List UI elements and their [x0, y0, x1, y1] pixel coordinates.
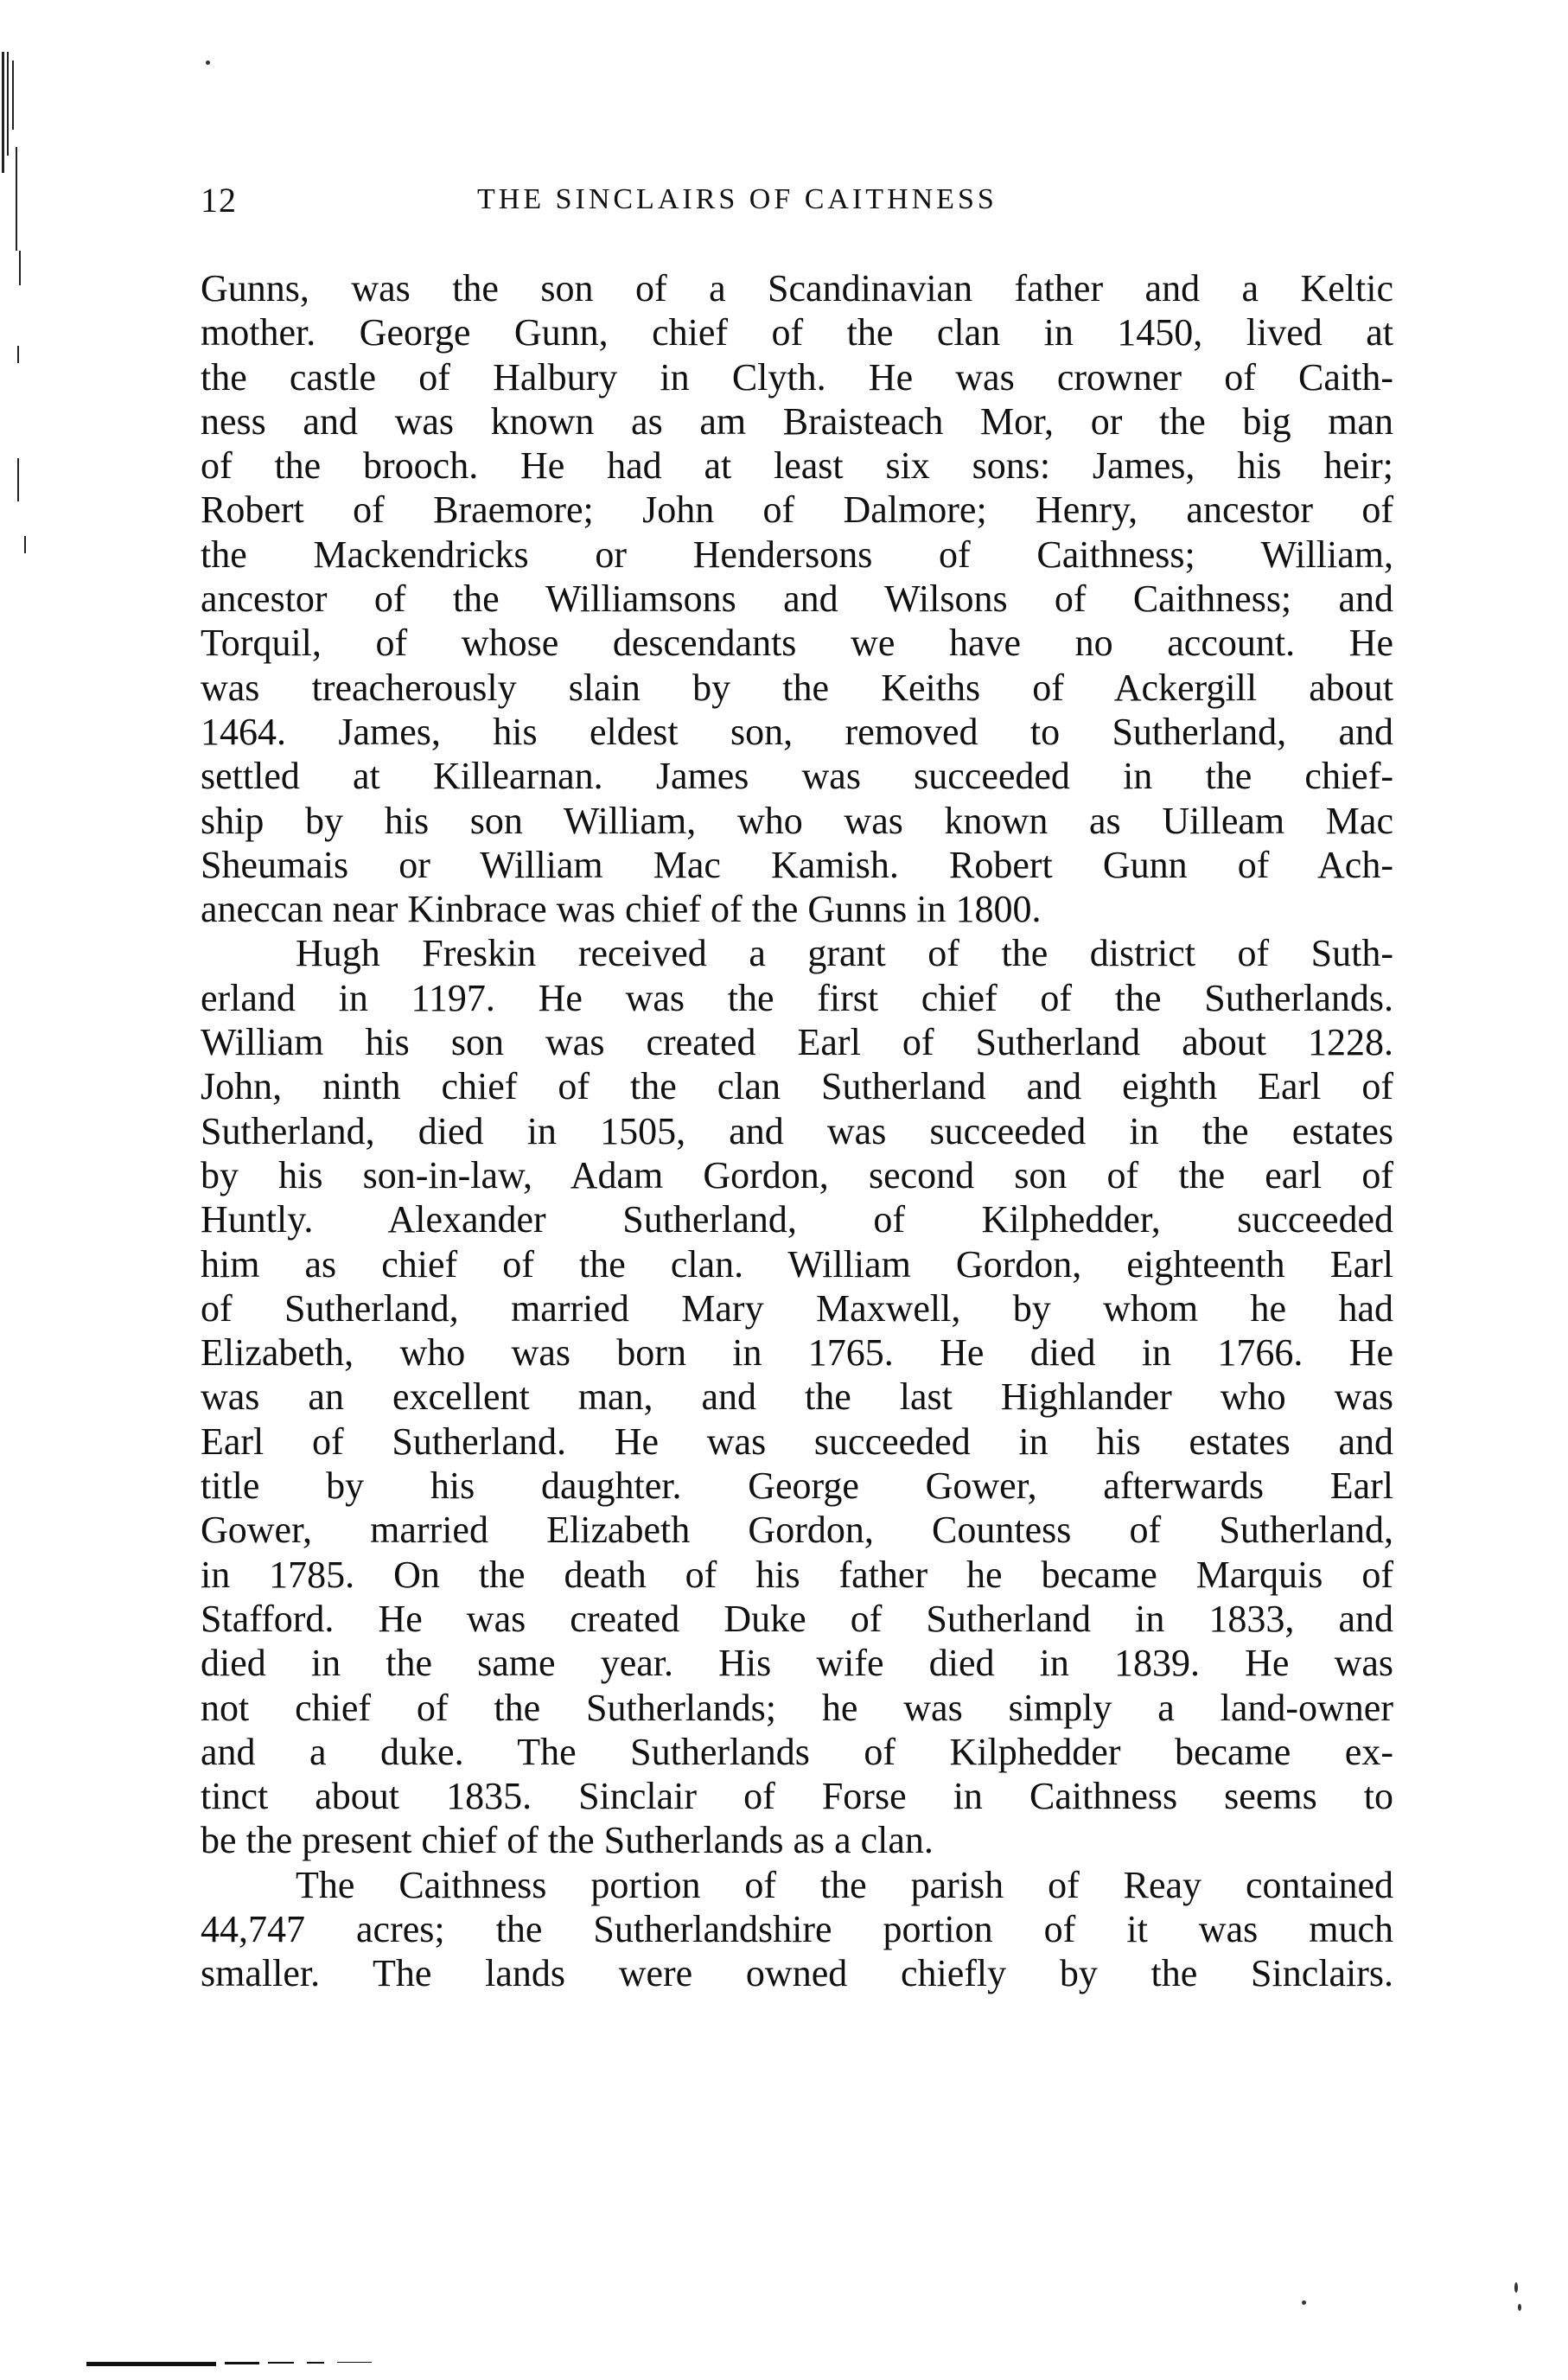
running-head: THE SINCLAIRS OF CAITHNESS [477, 183, 998, 215]
text-line: by his son-in-law, Adam Gordon, second son of the earl of [201, 1153, 1393, 1196]
text-line: ancestor of the Williamsons and Wilsons of Caithness; and [201, 577, 1393, 621]
text-line: settled at Killearnan. James was succeeded in the chief- [201, 755, 1393, 798]
text-line: tinct about 1835. Sinclair of Forse in Caithness seems to [201, 1775, 1393, 1818]
text-line: Stafford. He was created Duke of Sutherland in 1833, and [201, 1597, 1393, 1640]
text-line: the Mackendricks or Hendersons of Caithness; William, [201, 533, 1393, 576]
text-line: title by his daughter. George Gower, afterwards Earl [201, 1464, 1393, 1508]
text-line: smaller. The lands were owned chiefly by the Sinclairs. [201, 1952, 1393, 1995]
text-line: erland in 1197. He was the first chief of the Sutherlands. [201, 976, 1393, 1019]
page-number: 12 [201, 181, 237, 220]
text-line: Gunns, was the son of a Scandinavian father and a Keltic [201, 267, 1393, 309]
text-line: aneccan near Kinbrace was chief of the Gunns in 1800. [201, 888, 1042, 931]
binding-edge-marks [0, 52, 26, 571]
text-line: in 1785. On the death of his father he became Marquis of [201, 1553, 1393, 1596]
page-header [201, 180, 1393, 232]
text-line: of the brooch. He had at least six sons: James, his heir; [201, 444, 1393, 488]
text-line: Elizabeth, who was born in 1765. He died in 1766. He [201, 1331, 1393, 1375]
text-line: Torquil, of whose descendants we have no account. He [201, 622, 1393, 665]
text-line: and a duke. The Sutherlands of Kilphedder became ex- [201, 1730, 1393, 1773]
text-line: was treacherously slain by the Keiths of Ackergill about [201, 666, 1393, 709]
text-line: The Caithness portion of the parish of Reay contained [296, 1863, 1393, 1906]
text-line: be the present chief of the Sutherlands as a clan. [201, 1819, 934, 1862]
text-line: 1464. James, his eldest son, removed to Sutherland, and [201, 710, 1393, 753]
text-line: Gower, married Elizabeth Gordon, Countess of Sutherland, [201, 1509, 1393, 1552]
text-line: was an excellent man, and the last Highlander who was [201, 1375, 1393, 1419]
text-line: Huntly. Alexander Sutherland, of Kilphedder, succeeded [201, 1198, 1393, 1241]
text-line: 44,747 acres; the Sutherlandshire portion of it was much [201, 1907, 1393, 1950]
text-line: Sheumais or William Mac Kamish. Robert Gunn of Ach- [201, 843, 1393, 886]
text-line: the castle of Halbury in Clyth. He was crowner of Caith- [201, 355, 1393, 399]
text-line: of Sutherland, married Mary Maxwell, by whom he had [201, 1286, 1393, 1330]
text-line: ness and was known as am Braisteach Mor, or the big man [201, 399, 1393, 443]
text-line: ship by his son William, who was known as Uilleam Mac [201, 799, 1393, 842]
text-line: him as chief of the clan. William Gordon, eighteenth Earl [201, 1242, 1393, 1286]
text-line: William his son was created Earl of Sutherland about 1228. [201, 1021, 1393, 1064]
text-line: Hugh Freskin received a grant of the district of Suth- [296, 932, 1393, 975]
ink-speck [206, 61, 210, 65]
ink-speck [1514, 2282, 1518, 2293]
text-line: died in the same year. His wife died in 1839. He was [201, 1642, 1393, 1685]
text-line: Robert of Braemore; John of Dalmore; Henry, ancestor of [201, 488, 1393, 532]
text-line: not chief of the Sutherlands; he was simply a land-owner [201, 1686, 1393, 1729]
ink-speck [1518, 2304, 1521, 2311]
text-line: Earl of Sutherland. He was succeeded in his estates and [201, 1420, 1393, 1463]
ink-speck [1302, 2300, 1306, 2305]
bottom-edge-scan-mark [86, 2362, 389, 2366]
text-line: Sutherland, died in 1505, and was succeeded in the estates [201, 1109, 1393, 1152]
text-line: mother. George Gunn, chief of the clan in 1450, lived at [201, 311, 1393, 354]
body-text [201, 266, 1393, 1996]
text-line: John, ninth chief of the clan Sutherland and eighth Earl of [201, 1065, 1393, 1108]
